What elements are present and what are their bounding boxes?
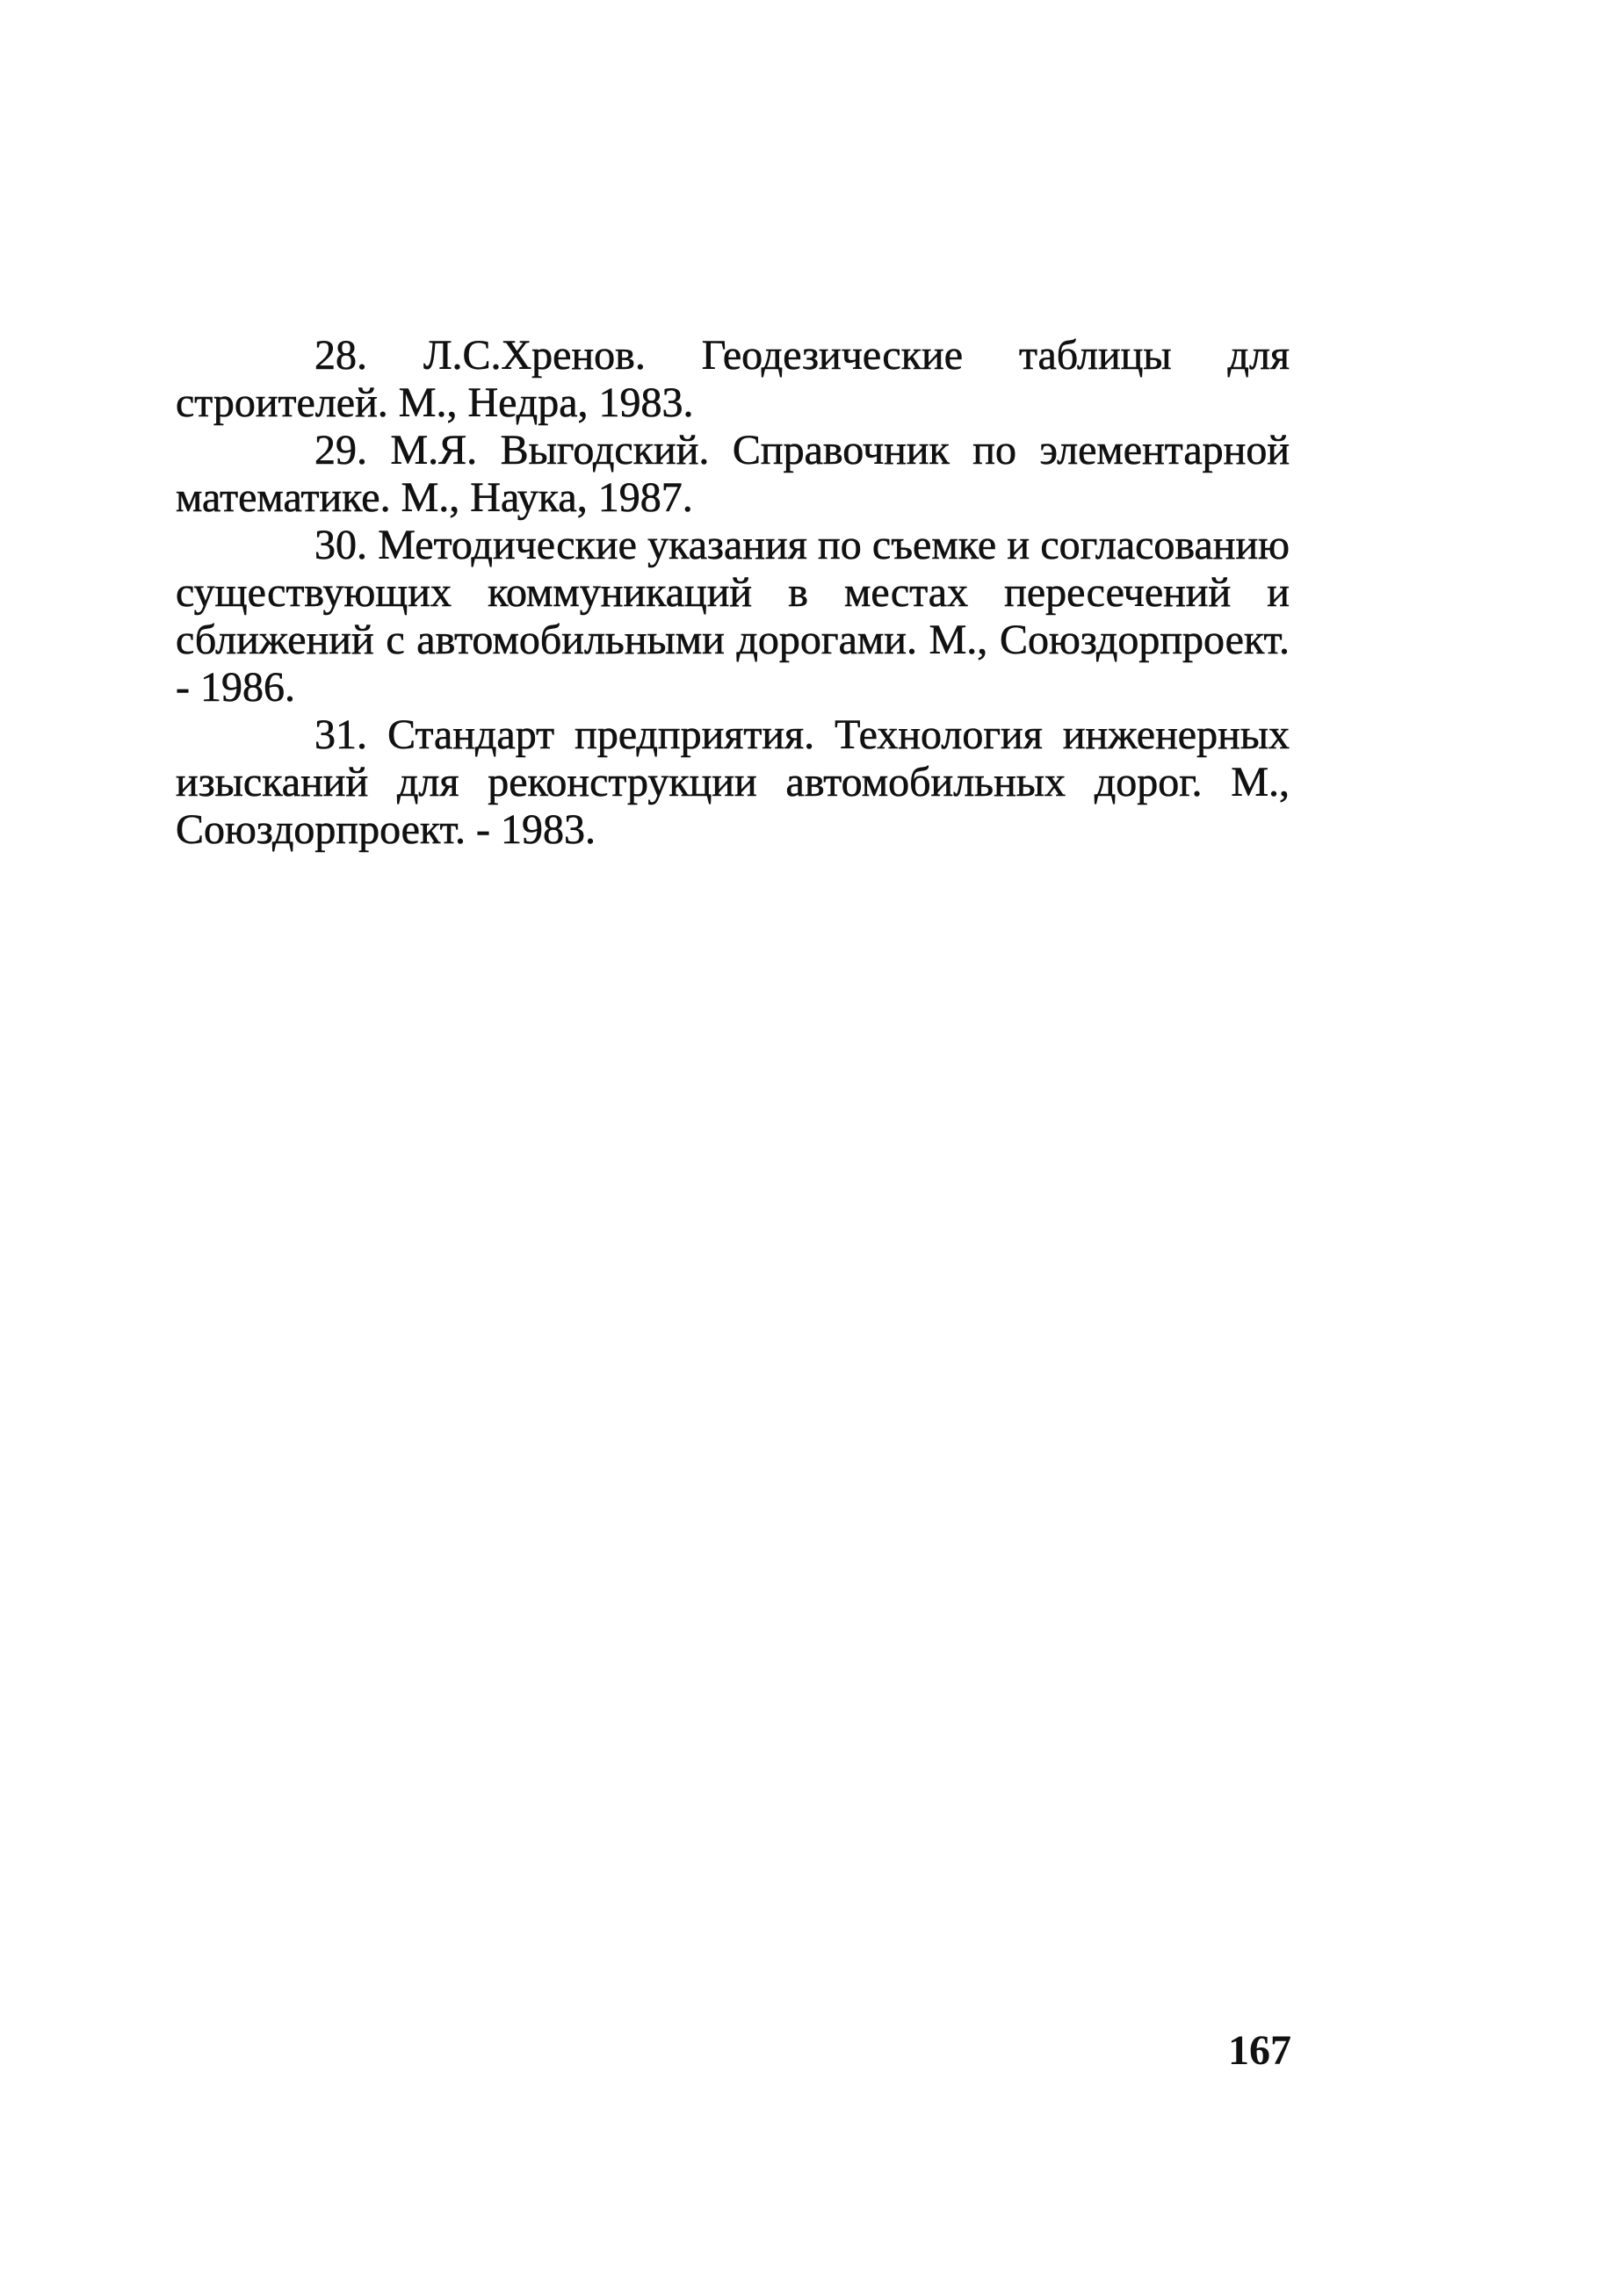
reference-item-28: 28. Л.С.Хренов. Геодезические таблицы для строителей. М., Недра, 1983. [176, 332, 1290, 426]
reference-item-29: 29. М.Я. Выгодский. Справочник по элементарной математике. М., Наука, 1987. [176, 427, 1290, 521]
page-number: 167 [1228, 2027, 1291, 2074]
reference-item-30: 30. Методические указания по съемке и согласованию существующих коммуникаций в местах пересечений и сближений с автомобильными дорогами. М., Союздорпроект. - 1986. [176, 522, 1290, 711]
reference-item-31: 31. Стандарт предприятия. Технология инженерных изысканий для реконструкции автомобильных дорог. М., Союздорпроект. - 1983. [176, 711, 1290, 853]
reference-list [176, 332, 1290, 854]
